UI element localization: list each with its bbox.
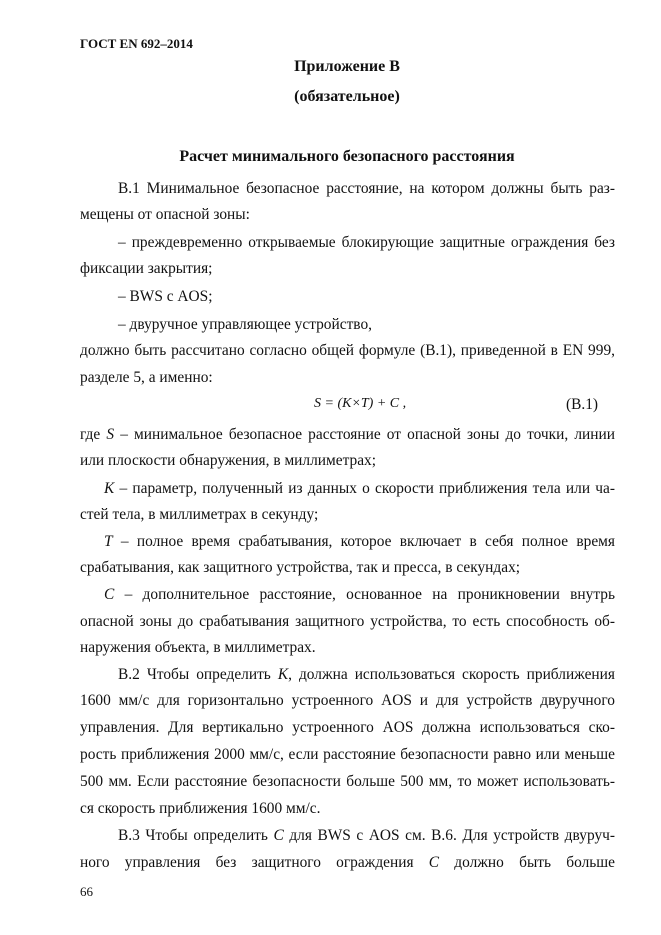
definition-line [80,426,615,444]
section-title: Расчет минимального безопасного расстояния [179,148,515,165]
paragraph-line: мещены от опасной зоны: [80,206,250,223]
paragraph-line [118,666,615,684]
text-run: должно быть больше [439,854,615,871]
paragraph-line: 1600 мм/с для горизонтально устроенного AOS и для устройств двуручного [80,692,615,709]
paragraph-line [118,827,615,845]
text-run: ного управления без защитного ограждения [80,854,429,871]
text-run: , должна использоваться скорость приближения [288,666,615,683]
variable-k: K [104,480,115,497]
text-run: В.3 Чтобы определить [118,827,274,844]
text-run: для BWS с AOS см. В.6. Для устройств двуруч- [283,827,616,844]
definition-text: – полное время срабатывания, которое включает в себя полное время [120,533,615,550]
definition-text: – дополнительное расстояние, основанное на проникновении внутрь [124,586,615,603]
variable-s: S [106,426,115,443]
paragraph-line: разделе 5, а именно: [80,369,213,386]
paragraph-line: ся скорость приближения 1600 мм/с. [80,800,321,817]
definition-text: – параметр, полученный из данных о скорости приближения тела или ча- [119,480,615,497]
appendix-subtitle: (обязательное) [294,88,400,105]
definition-line: наружения объекта, в миллиметрах. [80,639,316,656]
equation-number: (B.1) [566,396,599,413]
text-run: В.2 Чтобы определить [118,666,278,683]
definition-line: или плоскости обнаружения, в миллиметрах; [80,452,376,469]
list-item: – преждевременно открываемые блокирующие защитные ограждения без [118,234,615,251]
definition-prefix: где [80,426,101,443]
definition-line: опасной зоны до срабатывания защитного устройства, то есть способность об- [80,613,615,630]
definition-line [104,586,615,604]
paragraph-line: В.1 Минимальное безопасное расстояние, на котором должны быть раз- [118,180,615,197]
page-number: 66 [80,884,93,899]
definition-line [104,480,615,498]
definition-line: срабатывания, как защитного устройства, так и пресса, в секундах; [80,559,521,576]
variable-c: C [273,827,284,844]
definition-line [104,533,615,551]
formula-text: S = (K×T) + C , [314,396,407,411]
variable-k: K [277,666,289,683]
document-header: ГОСТ EN 692–2014 [80,36,193,51]
list-item: – BWS с AOS; [118,288,213,305]
definition-line: стей тела, в миллиметрах в секунду; [80,506,319,523]
list-item-continuation: фиксации закрытия; [80,260,213,277]
variable-c: C [104,586,115,603]
variable-c: C [428,854,440,871]
paragraph-line [80,854,615,872]
list-item: – двуручное управляющее устройство, [118,316,373,333]
formula [314,396,406,412]
paragraph-line: управления. Для вертикально устроенного AOS должна использоваться ско- [80,719,615,736]
variable-t: T [104,533,113,550]
appendix-title: Приложение В [294,58,400,75]
definition-text: – минимальное безопасное расстояние от опасной зоны до точки, линии [120,426,615,443]
paragraph-line: должно быть рассчитано согласно общей формуле (В.1), приведенной в EN 999, [80,342,615,359]
paragraph-line: рость приближения 2000 мм/с, если расстояние безопасности равно или меньше [80,746,615,763]
paragraph-line: 500 мм. Если расстояние безопасности больше 500 мм, то может использовать- [80,773,615,790]
